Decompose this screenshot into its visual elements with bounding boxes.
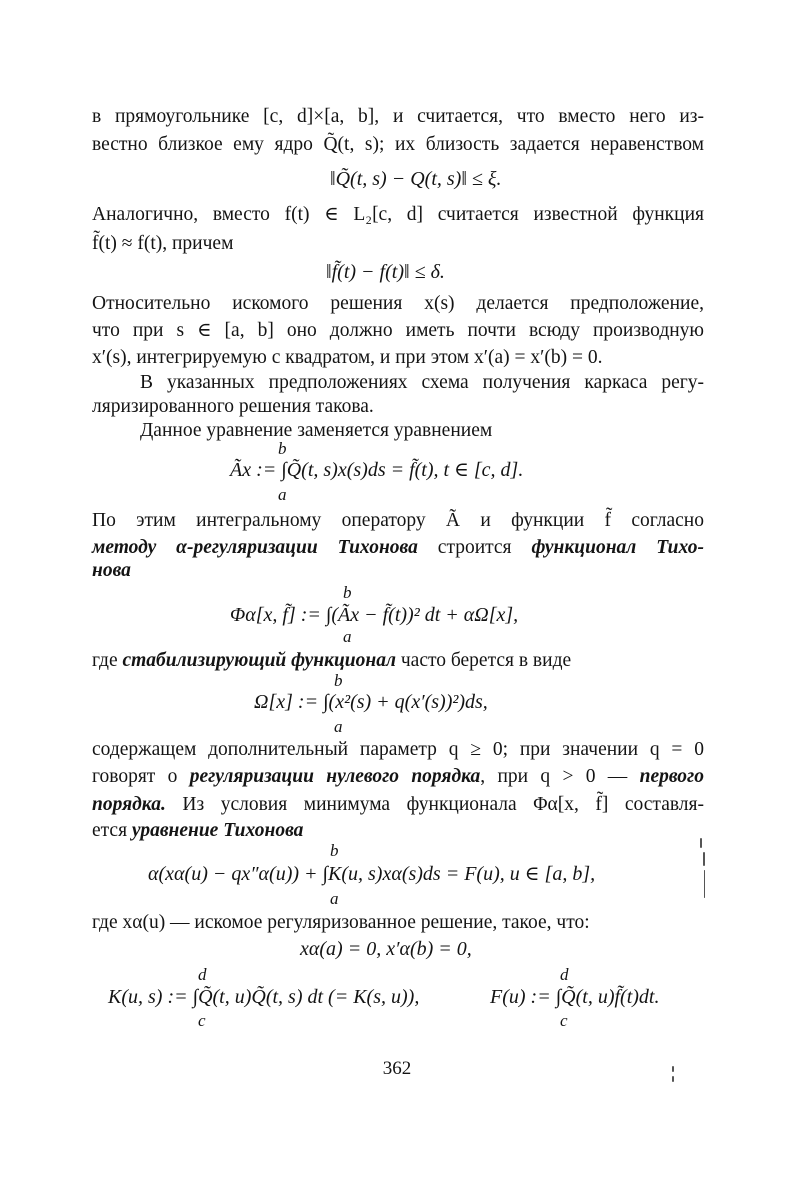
text-line-3: Аналогично, вместо f(t) ∈ L₂[c, d] считается известной функция bbox=[92, 204, 704, 225]
scan-speck bbox=[704, 870, 705, 898]
text-line-6: что при s ∈ [a, b] оно должно иметь почти всюду производную bbox=[92, 320, 704, 341]
term-first: первого bbox=[639, 766, 704, 787]
integral-lower-limit: a bbox=[343, 627, 352, 646]
formula-kernel-norm: ‖Q̃(t, s) − Q(t, s)‖ ≤ ξ. bbox=[330, 168, 502, 190]
formula-stabilizing-functional: Ω[x] := ∫(x²(s) + q(x′(s))²)ds, bbox=[254, 691, 488, 713]
text-line-18: ется уравнение Тихонова bbox=[92, 820, 304, 841]
text-line-4: f̃(t) ≈ f(t), причем bbox=[92, 233, 234, 254]
text-line-19: где xα(u) — искомое регуляризованное решение, такое, что: bbox=[92, 912, 590, 933]
text-line-9: ляризированного решения такова. bbox=[92, 396, 374, 417]
term-tikhonov-equation: уравнение Тихонова bbox=[131, 820, 304, 841]
text-line-1: в прямоугольнике [c, d]×[a, b], и считается, что вместо него из- bbox=[92, 106, 704, 127]
text-line-5: Относительно искомого решения x(s) делается предположение, bbox=[92, 293, 704, 314]
text-line-13: нова bbox=[92, 560, 131, 581]
scan-speck bbox=[672, 1066, 674, 1072]
formula-operator-equation: Ãx := ∫Q̃(t, s)x(s)ds = f̃(t), t ∈ [c, d]. bbox=[230, 459, 524, 481]
term-stabilizer: стабилизирующий функционал bbox=[122, 650, 396, 671]
scan-speck bbox=[672, 1076, 674, 1082]
term-functional: функционал Тихо- bbox=[531, 537, 705, 558]
page-number: 362 bbox=[382, 1058, 412, 1079]
scan-speck bbox=[700, 838, 702, 848]
integral-lower-limit: a bbox=[334, 717, 343, 736]
formula-kernel-k: K(u, s) := ∫Q̃(t, u)Q̃(t, s) dt (= K(s, u)), bbox=[108, 986, 420, 1008]
integral-upper-limit: d bbox=[560, 965, 569, 984]
term-zero-order: регуляризации нулевого порядка bbox=[189, 766, 481, 787]
text-line-12: методу α-регуляризации Тихонова строится функционал Тихо- bbox=[92, 537, 705, 558]
integral-upper-limit: b bbox=[330, 841, 339, 860]
text-line-15: содержащем дополнительный параметр q ≥ 0; при значении q = 0 bbox=[92, 739, 704, 760]
term-regularization-method: методу α-регуляризации Тихонова bbox=[92, 537, 418, 558]
text-line-16: говорят о регуляризации нулевого порядка, при q > 0 — первого bbox=[92, 766, 704, 787]
text-line-11: По этим интегральному оператору Ã и функции f̃ согласно bbox=[92, 510, 704, 531]
text-line-8: В указанных предположениях схема получения каркаса регу- bbox=[140, 372, 704, 393]
integral-lower-limit: c bbox=[560, 1011, 568, 1030]
integral-upper-limit: b bbox=[343, 583, 352, 602]
text-line-10: Данное уравнение заменяется уравнением bbox=[140, 420, 493, 441]
formula-boundary-conditions: xα(a) = 0, x′α(b) = 0, bbox=[300, 938, 472, 960]
text-line-14: где стабилизирующий функционал часто берется в виде bbox=[92, 650, 572, 671]
integral-lower-limit: a bbox=[330, 889, 339, 908]
integral-upper-limit: d bbox=[198, 965, 207, 984]
text-line-2: вестно близкое ему ядро Q̃(t, s); их близость задается неравенством bbox=[92, 134, 704, 155]
integral-upper-limit: b bbox=[334, 671, 343, 690]
formula-rhs-f: F(u) := ∫Q̃(t, u)f̃(t)dt. bbox=[490, 986, 660, 1008]
formula-tikhonov-functional: Φα[x, f̃] := ∫(Ãx − f̃(t))² dt + αΩ[x], bbox=[230, 604, 519, 626]
integral-lower-limit: c bbox=[198, 1011, 206, 1030]
integral-upper-limit: b bbox=[278, 439, 287, 458]
term-order: порядка. bbox=[92, 794, 166, 815]
text-line-17: порядка. Из условия минимума функционала Φα[x, f̃] составля- bbox=[92, 794, 704, 815]
formula-tikhonov-equation: α(xα(u) − qx″α(u)) + ∫K(u, s)xα(s)ds = F(u), u ∈ [a, b], bbox=[148, 863, 596, 885]
text-line-7: x′(s), интегрируемую с квадратом, и при этом x′(a) = x′(b) = 0. bbox=[92, 347, 603, 368]
formula-rhs-norm: ‖f̃(t) − f(t)‖ ≤ δ. bbox=[326, 261, 445, 283]
scan-speck bbox=[703, 852, 705, 866]
integral-lower-limit: a bbox=[278, 485, 287, 504]
